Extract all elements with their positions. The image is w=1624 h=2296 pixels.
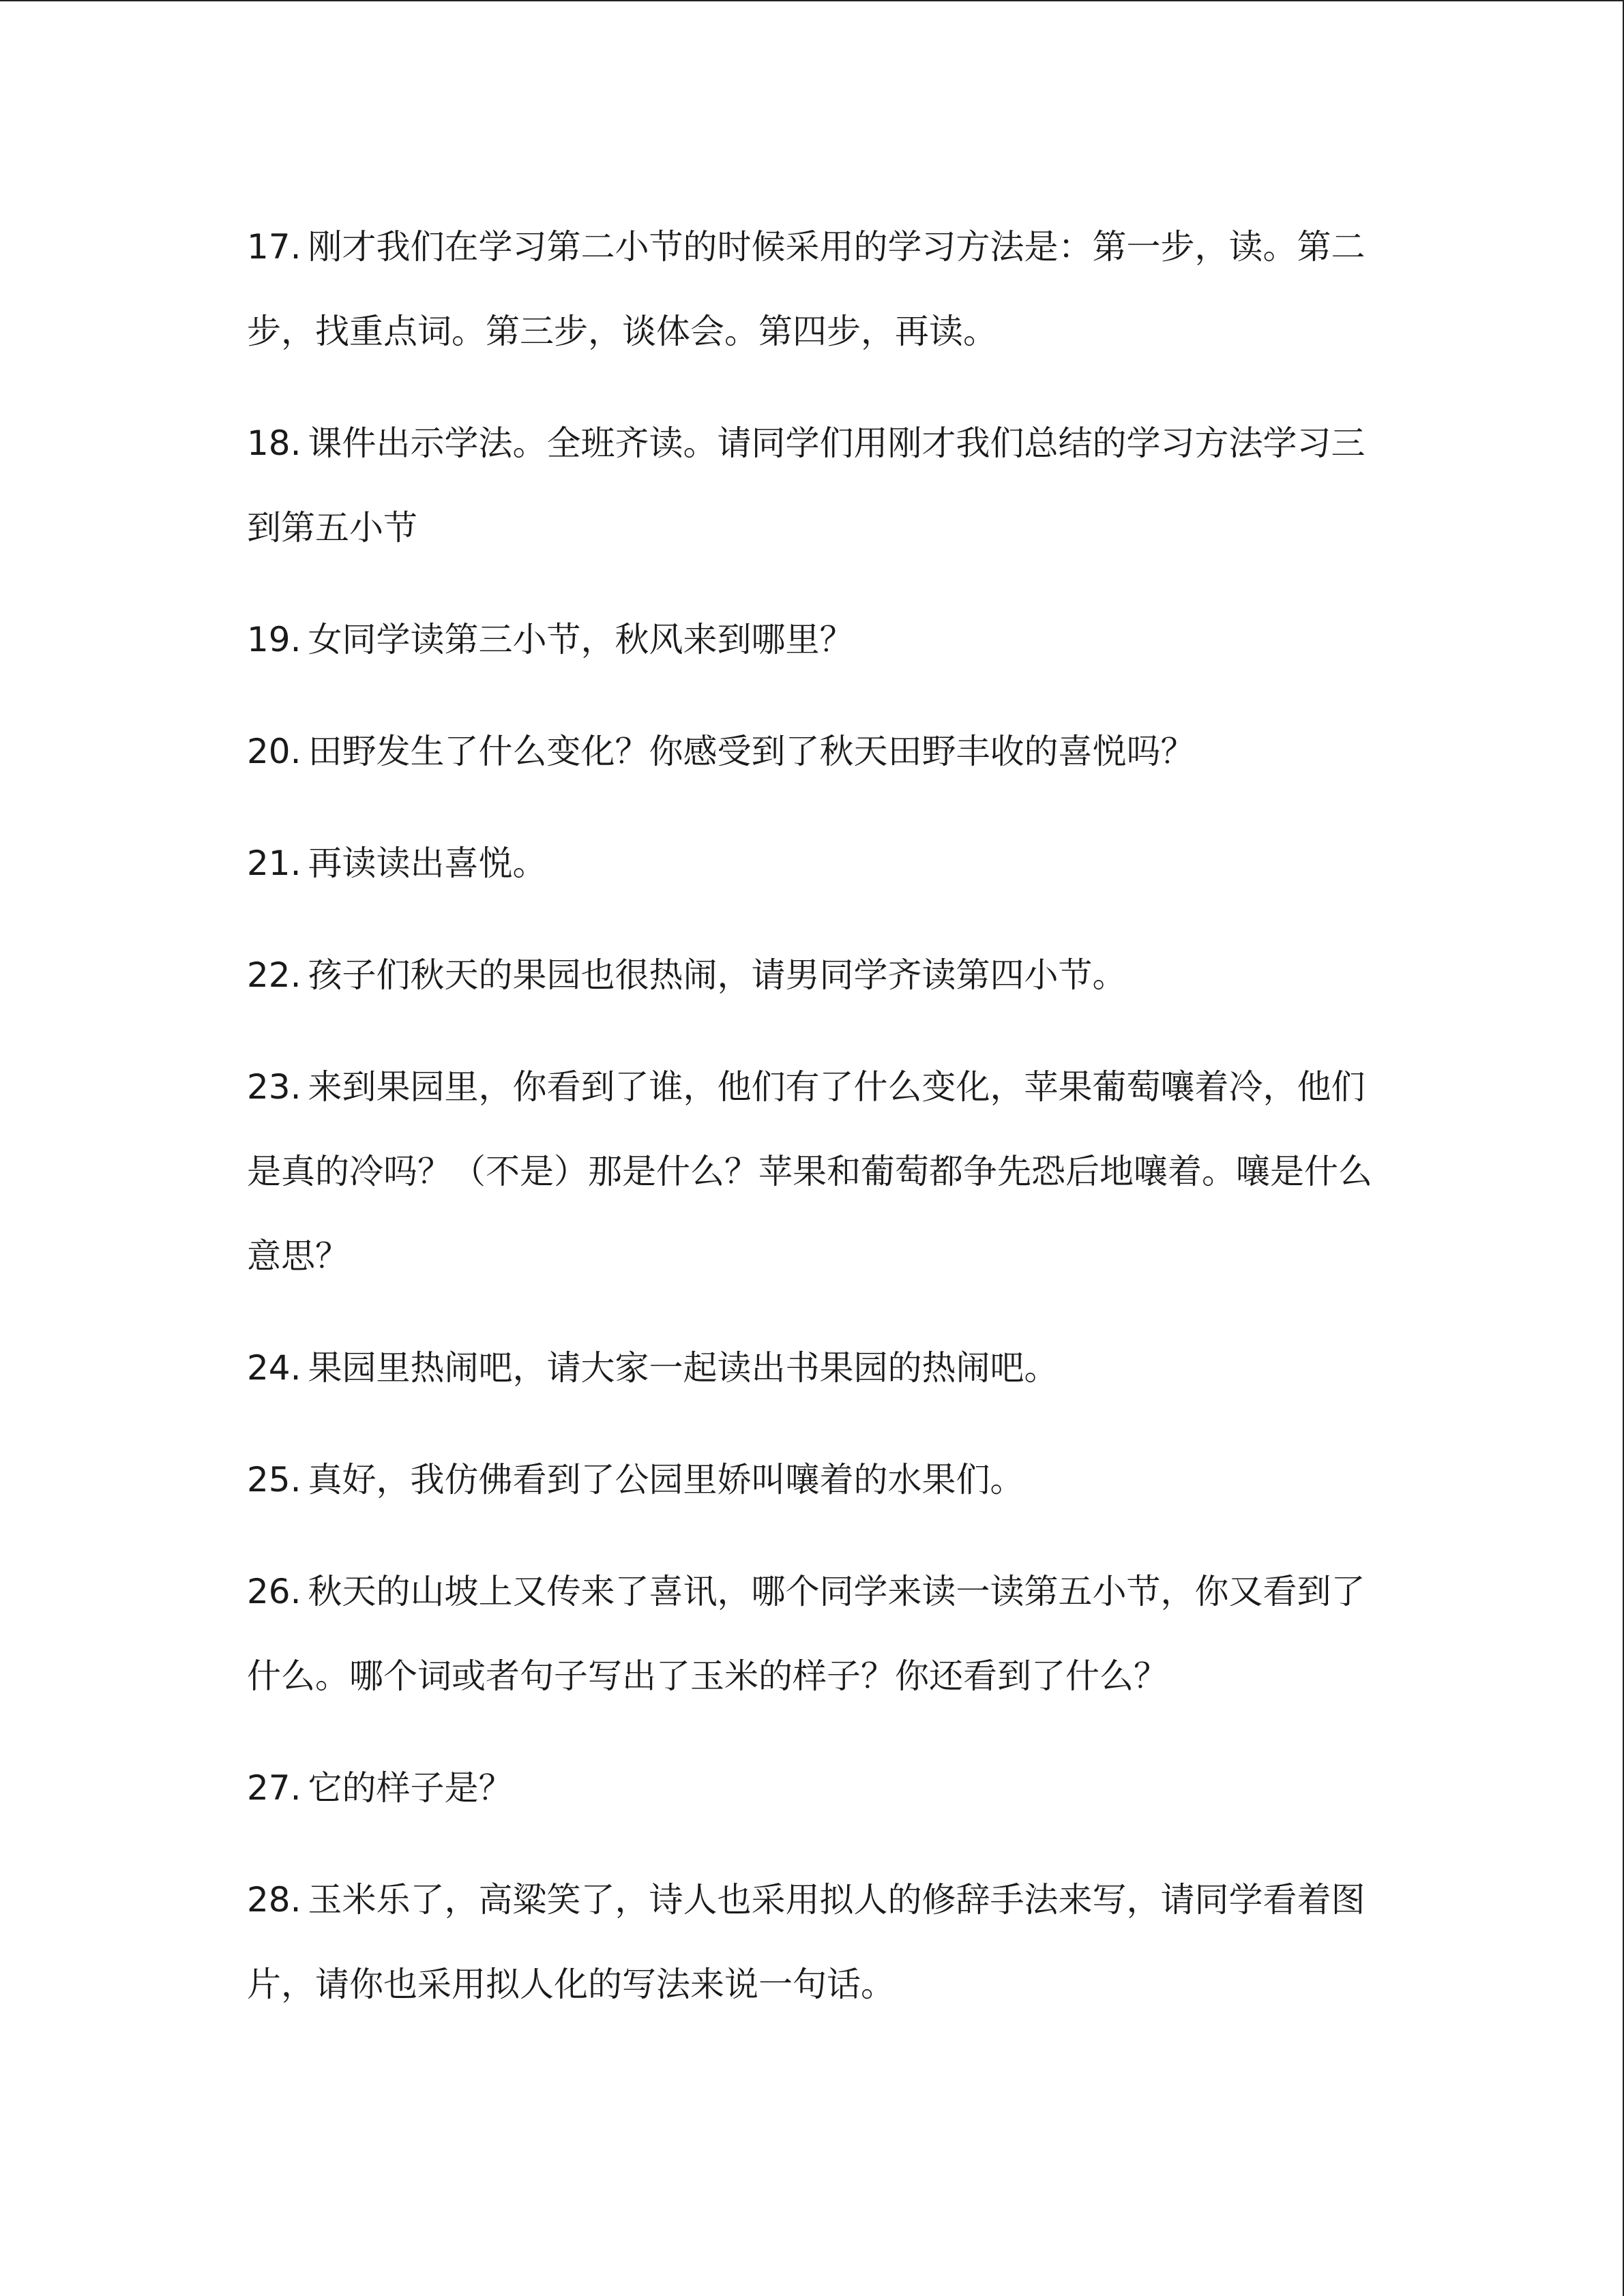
document-body: [247, 205, 1379, 2054]
paragraph-text: 真好，我仿佛看到了公园里娇叫嚷着的水果们。: [308, 1460, 1024, 1500]
paragraph-18: [247, 401, 1379, 570]
paragraph-23: [247, 1045, 1379, 1298]
paragraph-text: 果园里热闹吧，请大家一起读出书果园的热闹吧。: [308, 1348, 1059, 1388]
paragraph-number: 27.: [247, 1768, 301, 1808]
paragraph-text: 孩子们秋天的果园也很热闹，请男同学齐读第四小节。: [308, 955, 1127, 995]
paragraph-text: 秋天的山坡上又传来了喜讯，哪个同学来读一读第五小节，你又看到了什么。哪个词或者句子写出了玉米的样子？你还看到了什么？: [247, 1572, 1365, 1696]
paragraph-number: 19.: [247, 620, 301, 659]
paragraph-text: 田野发生了什么变化？你感受到了秋天田野丰收的喜悦吗？: [308, 732, 1195, 771]
paragraph-number: 26.: [247, 1572, 301, 1611]
paragraph-text: 玉米乐了，高粱笑了，诗人也采用拟人的修辞手法来写，请同学看着图片，请你也采用拟人化的写法来说一句话。: [247, 1880, 1365, 2004]
paragraph-number: 18.: [247, 423, 301, 463]
paragraph-number: 21.: [247, 844, 301, 883]
paragraph-number: 23.: [247, 1067, 301, 1107]
paragraph-text: 女同学读第三小节，秋风来到哪里？: [308, 620, 854, 659]
paragraph-text: 它的样子是？: [308, 1768, 513, 1808]
paragraph-text: 来到果园里，你看到了谁，他们有了什么变化，苹果葡萄嚷着冷，他们是真的冷吗？（不是）那是什么？苹果和葡萄都争先恐后地嚷着。嚷是什么意思？: [247, 1067, 1372, 1276]
paragraph-number: 28.: [247, 1880, 301, 1920]
paragraph-28: [247, 1858, 1379, 2027]
paragraph-22: [247, 933, 1379, 1017]
paragraph-20: [247, 709, 1379, 794]
paragraph-number: 20.: [247, 732, 301, 771]
paragraph-25: [247, 1437, 1379, 1522]
paragraph-text: 课件出示学法。全班齐读。请同学们用刚才我们总结的学习方法学习三到第五小节: [247, 423, 1365, 548]
paragraph-26: [247, 1549, 1379, 1718]
paragraph-27: [247, 1746, 1379, 1830]
paragraph-number: 17.: [247, 227, 301, 267]
paragraph-17: [247, 205, 1379, 374]
paragraph-24: [247, 1326, 1379, 1410]
paragraph-text: 刚才我们在学习第二小节的时候采用的学习方法是：第一步，读。第二步，找重点词。第三步，谈体会。第四步，再读。: [247, 227, 1365, 351]
paragraph-19: [247, 597, 1379, 682]
paragraph-text: 再读读出喜悦。: [308, 844, 547, 883]
paragraph-number: 24.: [247, 1348, 301, 1388]
paragraph-number: 22.: [247, 955, 301, 995]
paragraph-21: [247, 821, 1379, 906]
paragraph-number: 25.: [247, 1460, 301, 1500]
